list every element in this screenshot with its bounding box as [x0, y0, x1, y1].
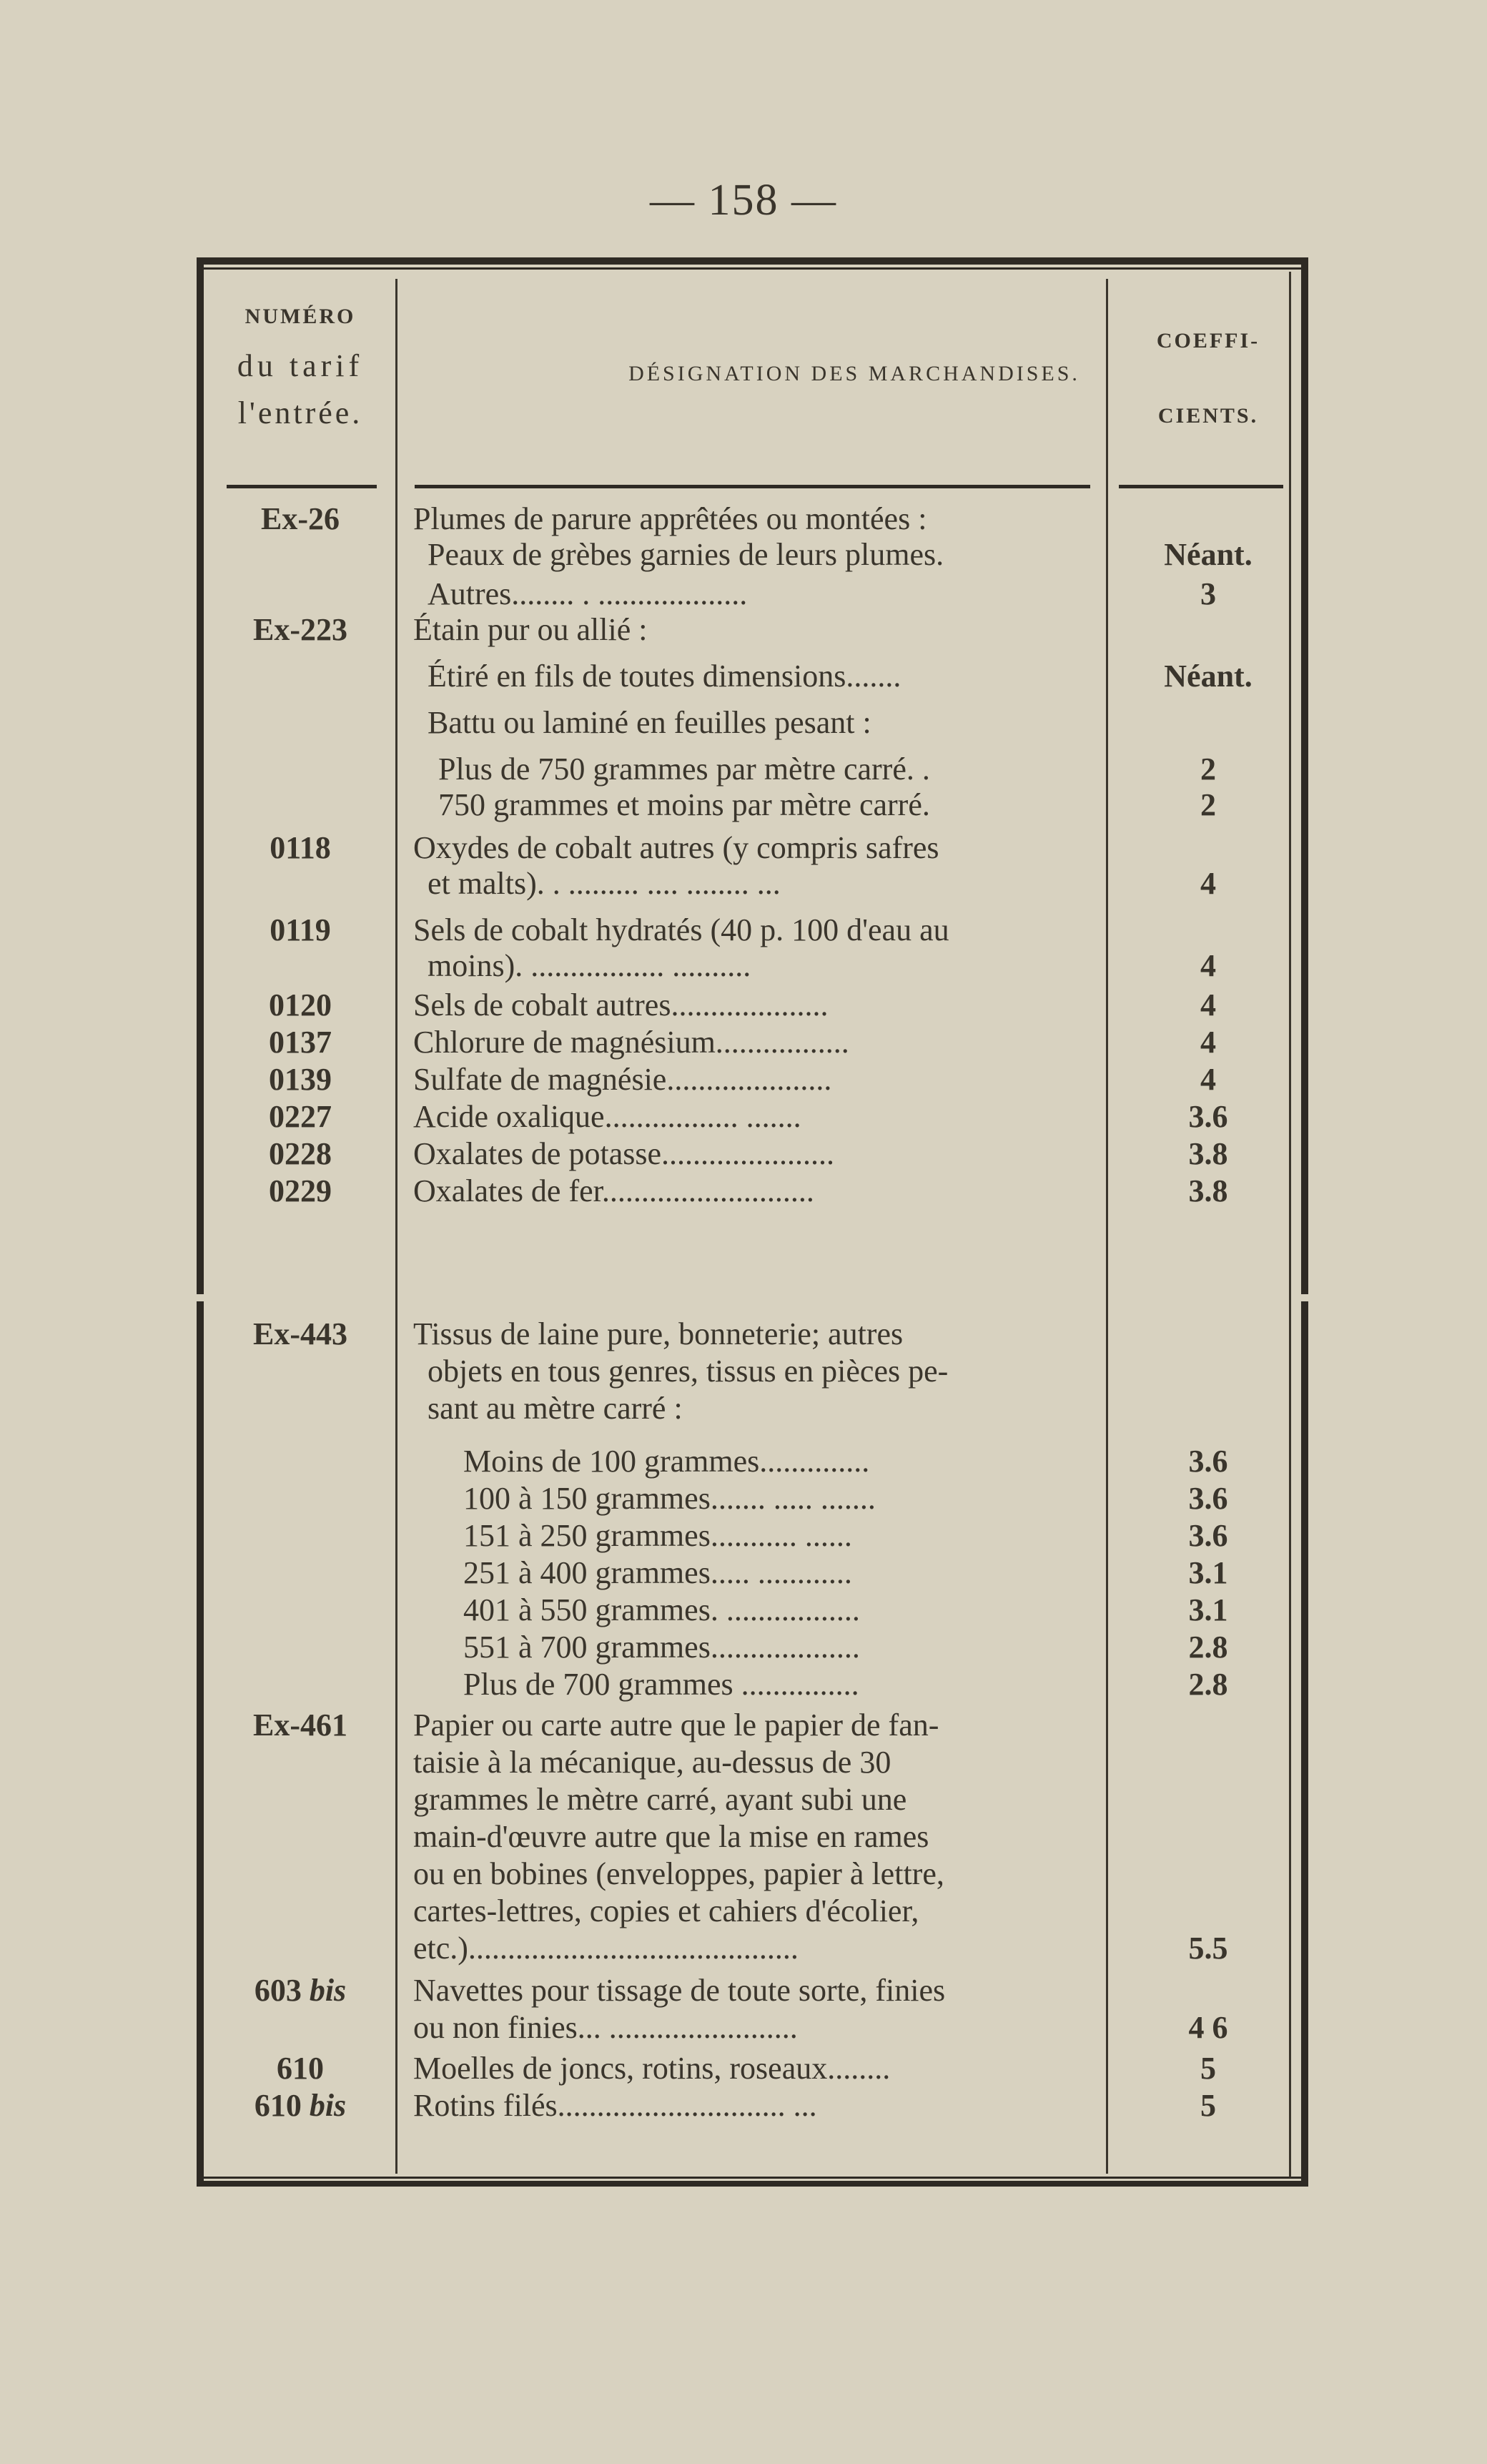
coefficient-value: 3.8: [1188, 1136, 1228, 1171]
designation-text: et malts). . ......... .... ........ ...: [428, 866, 781, 901]
coefficient-value: 4: [1200, 948, 1216, 983]
coefficient-value: 3.1: [1188, 1555, 1228, 1590]
tariff-number-text: 0137: [269, 1025, 332, 1060]
tariff-number: [211, 1707, 390, 1744]
tariff-number: [211, 611, 390, 649]
designation-text: objets en tous genres, tissus en pièces pe-: [428, 1354, 949, 1389]
table-row: [197, 1353, 1308, 1390]
header-coeff-line2: CIENTS.: [1157, 404, 1259, 428]
designation-text: grammes le mètre carré, ayant subi une: [413, 1782, 907, 1817]
table-row: [197, 865, 1308, 902]
tariff-number-text: Ex-223: [253, 612, 347, 647]
designation-text: moins). ................. ..........: [428, 948, 751, 983]
designation-text: Moins de 100 grammes..............: [463, 1444, 870, 1479]
tariff-number-text: 0228: [269, 1136, 332, 1171]
table-row: [197, 1173, 1308, 1210]
designation-text: ou non finies... ........................: [413, 2010, 798, 2045]
table-row: [197, 787, 1308, 824]
table-row: [197, 1666, 1308, 1703]
table-row: [197, 2087, 1308, 2124]
table-row: [197, 536, 1308, 573]
coefficient-value: 3.6: [1188, 1099, 1228, 1134]
designation-text: 100 à 150 grammes....... ..... .......: [463, 1481, 876, 1516]
table-row: [197, 501, 1308, 538]
coefficient-value: 3.6: [1188, 1444, 1228, 1479]
designation-text: Sels de cobalt autres....................: [413, 987, 829, 1022]
coefficient-value: 4: [1200, 1062, 1216, 1097]
tariff-number: [211, 1098, 390, 1135]
table-row: [197, 1629, 1308, 1666]
designation-text: Oxalates de fer...........................: [413, 1173, 814, 1208]
table-row: [197, 1592, 1308, 1629]
tariff-number: [211, 1972, 390, 2009]
coefficient-value: Néant.: [1164, 659, 1253, 694]
designation-text: 551 à 700 grammes...................: [463, 1630, 860, 1665]
tariff-number-text: Ex-26: [261, 501, 340, 536]
designation-text: Sels de cobalt hydratés (40 p. 100 d'eau au: [413, 912, 949, 947]
designation-text: main-d'œuvre autre que la mise en rames: [413, 1819, 929, 1854]
tariff-number: [211, 1024, 390, 1061]
table-row: [197, 2050, 1308, 2087]
coefficient-value: 2.8: [1188, 1667, 1228, 1702]
coefficient-value: 3.6: [1188, 1481, 1228, 1516]
column-header-designation: DÉSIGNATION DES MARCHANDISES.: [628, 362, 1080, 385]
designation-text: Étain pur ou allié :: [413, 612, 648, 647]
tariff-number-text: 0119: [270, 912, 331, 947]
table-row: [197, 1818, 1308, 1856]
tariff-number-text: 0120: [269, 987, 332, 1022]
header-underline-des: [415, 485, 1090, 488]
tariff-number-suffix: bis: [301, 2088, 347, 2123]
designation-text: Plumes de parure apprêtées ou montées :: [413, 501, 927, 536]
coefficient-value: 3.1: [1188, 1592, 1228, 1627]
table-row: [197, 1517, 1308, 1554]
tariff-number: [211, 2087, 390, 2124]
tariff-number-text: 0229: [269, 1173, 332, 1208]
coefficient-value: 2: [1200, 751, 1216, 787]
tariff-number-text: 610: [254, 2088, 302, 2123]
tariff-number: [211, 2050, 390, 2087]
table-row: [197, 1135, 1308, 1173]
designation-text: Papier ou carte autre que le papier de fan-: [413, 1707, 939, 1743]
bottom-rule: [204, 2181, 1305, 2187]
top-rule: [204, 257, 1305, 265]
coefficient-value: 3: [1200, 576, 1216, 611]
designation-text: 151 à 250 grammes........... ......: [463, 1518, 852, 1553]
tariff-number: [211, 501, 390, 538]
table-row: [197, 1024, 1308, 1061]
tariff-number: [211, 1061, 390, 1098]
designation-text: Plus de 750 grammes par mètre carré. .: [438, 751, 930, 787]
table-row: [197, 1707, 1308, 1744]
tariff-number-text: 0227: [269, 1099, 332, 1134]
designation-text: Oxydes de cobalt autres (y compris safres: [413, 830, 939, 865]
table-row: [197, 829, 1308, 867]
table-row: [197, 1781, 1308, 1818]
table-row: [197, 1930, 1308, 1967]
header-underline-num: [227, 485, 377, 488]
tariff-number-text: 603: [254, 1973, 302, 2008]
header-coeff-line1: COEFFI-: [1156, 329, 1260, 353]
coefficient-value: 4: [1200, 987, 1216, 1022]
coefficient-value: 5: [1200, 2088, 1216, 2123]
table-row: [197, 912, 1308, 949]
table-row: [197, 1316, 1308, 1353]
table-row: [197, 1443, 1308, 1480]
coefficient-value: 4 6: [1188, 2010, 1228, 2045]
tariff-number-text: Ex-461: [253, 1707, 347, 1743]
designation-text: etc.)..........................................: [413, 1931, 799, 1966]
coefficient-value: 2.8: [1188, 1630, 1228, 1665]
tariff-number: [211, 912, 390, 949]
table-row: [197, 1893, 1308, 1930]
designation-text: Autres........ . ...................: [428, 576, 748, 611]
tariff-number: [211, 1316, 390, 1353]
designation-text: 401 à 550 grammes. .................: [463, 1592, 860, 1627]
coefficient-value: Néant.: [1164, 537, 1253, 572]
table-row: [197, 1744, 1308, 1781]
coefficient-value: 5.5: [1188, 1931, 1228, 1966]
designation-text: Sulfate de magnésie.....................: [413, 1062, 832, 1097]
tariff-number: [211, 829, 390, 867]
bottom-rule-inner: [204, 2177, 1305, 2179]
coefficient-value: 3.8: [1188, 1173, 1228, 1208]
header-numero-line1: NUMÉRO: [244, 305, 356, 328]
designation-text: Battu ou laminé en feuilles pesant :: [428, 705, 871, 740]
tariff-table: [197, 257, 1308, 2195]
table-row: [197, 611, 1308, 649]
coefficient-value: 4: [1200, 1025, 1216, 1060]
designation-text: ou en bobines (enveloppes, papier à lettre,: [413, 1856, 944, 1891]
tariff-number: [211, 987, 390, 1024]
table-row: [197, 1098, 1308, 1135]
designation-text: Tissus de laine pure, bonneterie; autres: [413, 1316, 904, 1351]
tariff-number: [211, 1135, 390, 1173]
table-row: [197, 751, 1308, 788]
page-number: — 158 —: [650, 176, 837, 225]
designation-text: Moelles de joncs, rotins, roseaux........: [413, 2051, 891, 2086]
tariff-number-text: 0118: [270, 830, 331, 865]
tariff-number-text: Ex-443: [253, 1316, 347, 1351]
tariff-number-suffix: bis: [301, 1973, 347, 2008]
table-row: [197, 576, 1308, 613]
designation-text: Peaux de grèbes garnies de leurs plumes.: [428, 537, 944, 572]
header-numero-line2: du tarif: [237, 348, 364, 383]
designation-text: Acide oxalique................. .......: [413, 1099, 801, 1134]
designation-text: Rotins filés............................. ...: [413, 2088, 817, 2123]
table-row: [197, 1390, 1308, 1427]
table-row: [197, 704, 1308, 741]
table-row: [197, 987, 1308, 1024]
table-row: [197, 1480, 1308, 1517]
designation-text: Plus de 700 grammes ...............: [463, 1667, 859, 1702]
designation-text: sant au mètre carré :: [428, 1391, 683, 1426]
top-rule-inner: [204, 267, 1305, 270]
coefficient-value: 4: [1200, 866, 1216, 901]
designation-text: 750 grammes et moins par mètre carré.: [438, 787, 930, 822]
tariff-number-text: 610: [277, 2051, 324, 2086]
table-row: [197, 658, 1308, 695]
table-row: [197, 1972, 1308, 2009]
designation-text: Oxalates de potasse......................: [413, 1136, 834, 1171]
table-row: [197, 1856, 1308, 1893]
tariff-number-text: 0139: [269, 1062, 332, 1097]
designation-text: 251 à 400 grammes..... ............: [463, 1555, 852, 1590]
designation-text: Navettes pour tissage de toute sorte, finies: [413, 1973, 946, 2008]
table-row: [197, 2009, 1308, 2046]
table-row: [197, 947, 1308, 985]
header-underline-coef: [1119, 485, 1283, 488]
coefficient-value: 3.6: [1188, 1518, 1228, 1553]
tariff-number: [211, 1173, 390, 1210]
designation-text: Chlorure de magnésium.................: [413, 1025, 849, 1060]
coefficient-value: 5: [1200, 2051, 1216, 2086]
table-row: [197, 1061, 1308, 1098]
designation-text: taisie à la mécanique, au-dessus de 30: [413, 1745, 891, 1780]
coefficient-value: 2: [1200, 787, 1216, 822]
designation-text: Étiré en fils de toutes dimensions.......: [428, 659, 901, 694]
header-numero-line3: l'entrée.: [237, 395, 363, 430]
designation-text: cartes-lettres, copies et cahiers d'écolier,: [413, 1893, 919, 1928]
table-row: [197, 1554, 1308, 1592]
